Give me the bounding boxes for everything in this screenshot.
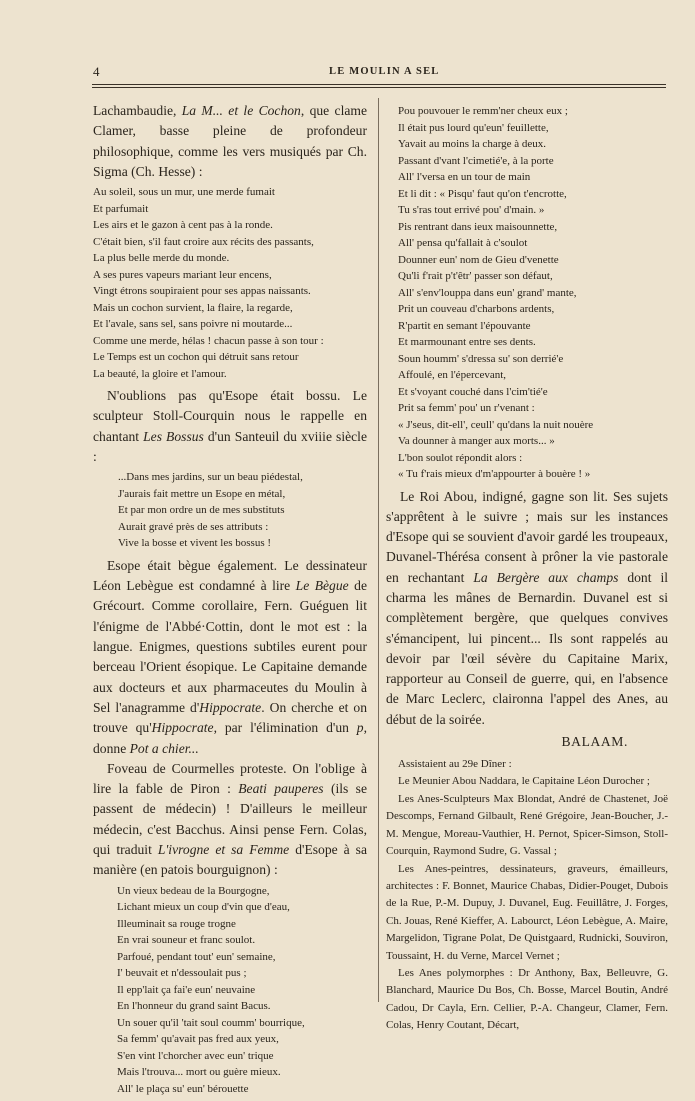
verse-line: Un souer qu'il 'tait soul coumm' bourrique, (117, 1016, 305, 1029)
verse-line: Mais l'trouva... mort ou guère mieux. (117, 1066, 281, 1079)
right-column (386, 101, 668, 1035)
verse-line: Un vieux bedeau de la Bourgogne, (117, 884, 270, 897)
verse-line: Affoulé, en l'épercevant, (398, 369, 507, 381)
paragraph-roi-abou: Le Roi Abou, indigné, gagne son lit. Ses sujets s'apprêtent à le suivre ; mais sur les instances d'Esope qui se souvient d'avoir gardé les troupeaux, Duvanel-Thérésa consent à prôner la vie pastorale en rechantant La Bergère aux champs dont il charma les mânes de Bernardin. Duvanel est si complètement bergère, que quelques convives s'émancipent, lui pincent... Ils sont rappelés au devoir par l'œil sévère du Capitaine Marix, rapporteur au Conseil de guerre, qui, en l'absence de Marc Leclerc, claironna l'appel des Anes, au début de la soirée. (386, 488, 668, 727)
verse-line: Parfoué, pendant tout' eun' semaine, (117, 950, 276, 963)
attendees-meunier: Le Meunier Abou Naddara, le Capitaine Léon Durocher ; (398, 775, 650, 788)
verse-line: Va dounner à manger aux morts... » (398, 435, 555, 447)
verse-line: Et marmounant entre ses dents. (398, 336, 536, 348)
attendees-intro: Assistaient au 29e Dîner : (398, 758, 512, 771)
verse-line: Prit sa femm' pou' un r'venant : (398, 402, 535, 414)
verse-line: « Tu f'rais mieux d'm'appourter à bouère ! » (398, 468, 591, 480)
verse-line: Prit un couveau d'charbons ardents, (398, 303, 555, 315)
poem-l-ivrogne-continued (386, 103, 668, 483)
paragraph-lachambaudie: Lachambaudie, La M... et le Cochon, que clame Clamer, basse pleine de profondeur philosophique, comme les vers musiqués par Ch. Sigma (Ch. Hesse) : (93, 103, 367, 179)
page-header (93, 64, 666, 80)
verse-line: Tu s'ras tout errivé pou' d'main. » (398, 204, 545, 216)
verse-line: All' s'env'louppa dans eun' grand' mante, (398, 286, 577, 299)
verse-line: J'aurais fait mettre un Esope en métal, (118, 487, 286, 500)
poem-l-ivrogne-et-sa-femme (93, 883, 367, 1098)
verse-line: Vingt étrons soupiraient pour ses appas naissants. (93, 285, 311, 298)
verse-line: S'en vint l'chorcher avec eun' trique (117, 1049, 274, 1062)
verse-line: En l'honneur du grand saint Bacus. (117, 1000, 271, 1013)
signature: BALAAM. (561, 734, 628, 750)
verse-line: L'bon soulot répondit alors : (398, 451, 523, 464)
poem-la-merde-et-le-cochon (93, 184, 367, 382)
verse-line: Qu'li f'rait p't'êtr' passer son défaut, (398, 270, 553, 282)
verse-line: Mais un cochon survient, la flaire, la regarde, (93, 301, 293, 314)
verse-line: « J'seus, dit-ell', ceull' qu'dans la nuit nouère (398, 418, 594, 431)
column-divider (378, 98, 379, 1002)
verse-line: All' pensa qu'fallait à c'soulot (398, 237, 528, 249)
left-column (93, 101, 367, 1101)
verse-line: Pis rentrant dans ieux maisounnette, (398, 220, 558, 233)
verse-line: Et parfumait (93, 202, 149, 215)
paragraph-esope-bossu: N'oublions pas qu'Esope était bossu. Le sculpteur Stoll-Courquin nous le rappelle en chantant Les Bossus d'un Santeuil du xviiie siècle : (93, 388, 367, 465)
attendees-peintres: Les Anes-peintres, dessinateurs, graveurs, émailleurs, architectes : F. Bonnet, Maurice Chabas, Didier-Pouget, Dubois de la Rue, P.-M. Dupuy, J. Duvanel, Eug. Feuillâtre, J. Forges, Ch. Jouas, René Kieffer, A. Labourct, Léon Lebègue, A. Maire, Margelidon, Tigrane Polat, De Quistgaard, Rudnicki, Souviron, Toussaint, H. du Verne, Marcel Vernet ; (386, 862, 668, 962)
poem-les-bossus (93, 469, 367, 552)
verse-line: Comme une merde, hélas ! chacun passe à son tour : (93, 334, 324, 347)
verse-line: R'partit en semant l'épouvante (398, 319, 531, 332)
header-rule-thick (92, 87, 666, 88)
verse-line: Pou pouvouer le remm'ner cheux eux ; (398, 105, 568, 117)
paragraph-esope-begue: Esope était bègue également. Le dessinateur Léon Lebègue est condamné à lire Le Bègue de Grécourt. Comme corollaire, Fern. Guéguen lit l'énigme de l'Abbé·Cottin, dont le mot est : la langue. Enigmes, questions subtiles eurent pour berceau l'Orient ésopique. Le Capitaine demande aux docteurs et aux pharmaceutes du Moulin à Sel l'anagramme d'Hippocrate. On cherche et on trouve qu'Hippocrate, par l'élimination d'un p, donne Pot a chier... (93, 557, 367, 756)
verse-line: Illeuminait sa rouge trogne (117, 917, 236, 930)
attendees-sculpteurs: Les Anes-Sculpteurs Max Blondat, André de Chastenet, Joë Descomps, Fernand Gilbault, René Grégoire, Jean-Boucher, J.-M. Mengue, Moreau-Vauthier, H. Pernot, Spicer-Simson, Stoll-Courquin, Raymond Sudre, G. Vassal ; (386, 792, 668, 858)
verse-line: A ses pures vapeurs mariant leur encens, (93, 268, 272, 281)
verse-line: Et l'avale, sans sel, sans poivre ni moutarde... (93, 318, 293, 331)
verse-line: Vive la bosse et vivent les bossus ! (118, 537, 272, 550)
verse-line: All' l'versa en un tour de main (398, 171, 531, 183)
verse-line: Lichant mieux un coup d'vin que d'eau, (117, 901, 290, 914)
verse-line: Aurait gravé près de ses attributs : (118, 520, 269, 533)
running-title: LE MOULIN A SEL (329, 66, 440, 77)
verse-line: La beauté, la gloire et l'amour. (93, 367, 227, 380)
verse-line: Et s'voyant couché dans l'cim'tié'e (398, 385, 548, 398)
verse-line: Il était pus lourd qu'eun' feuillette, (398, 121, 549, 134)
verse-line: I' beuvait et n'dessoulait pus ; (117, 967, 247, 980)
verse-line: Et par mon ordre un de mes substituts (118, 504, 285, 517)
attendees-list (386, 756, 668, 1035)
verse-line: En vrai souneur et franc soulot. (117, 934, 256, 947)
verse-line: Sa femm' qu'avait pas fred aux yeux, (117, 1033, 279, 1046)
verse-line: Les airs et le gazon à cent pas à la ronde. (93, 219, 273, 232)
verse-line: C'était bien, s'il faut croire aux récits des passants, (93, 235, 314, 248)
verse-line: Yavait au moins la charge à deux. (398, 138, 547, 150)
verse-line: Soun houmm' s'dressa su' son derrié'e (398, 352, 564, 365)
verse-line: Passant d'vant l'cimetié'e, à la porte (398, 154, 554, 167)
attendees-polymorphes: Les Anes polymorphes : Dr Anthony, Bax, Belleuvre, G. Blanchard, Maurice Du Bos, Ch. Bosse, Marcel Boutin, André Cadou, Dr Cayla, Ern. Cellier, P.-A. Changeur, Clamer, Fern. Colas, Henry Coutant, Décart, (386, 966, 668, 1032)
verse-line: Au soleil, sous un mur, une merde fumait (93, 186, 275, 199)
verse-line: La plus belle merde du monde. (93, 252, 230, 265)
verse-line: Et li dit : « Pisqu' faut qu'on t'encrotte, (398, 187, 567, 200)
paragraph-foveau: Foveau de Courmelles proteste. On l'oblige à lire la fable de Piron : Beati pauperes (ils se passent de médecin) ! D'ailleurs le meilleur médecin, c'est Bacchus. Ainsi pense Fern. Colas, qui traduit L'ivrogne et sa Femme d'Esope à sa manière (en patois bourguignon) : (93, 760, 367, 878)
verse-line: All' le plaça su' eun' bérouette (117, 1082, 249, 1095)
verse-line: Dounner eun' nom de Gieu d'venette (398, 253, 559, 266)
page-number: 4 (93, 64, 100, 79)
verse-line: Il epp'lait ça fai'e eun' neuvaine (117, 983, 256, 996)
header-rule-thin (92, 84, 666, 85)
verse-line: ...Dans mes jardins, sur un beau piédestal, (118, 471, 303, 484)
verse-line: Le Temps est un cochon qui détruit sans retour (93, 351, 299, 364)
